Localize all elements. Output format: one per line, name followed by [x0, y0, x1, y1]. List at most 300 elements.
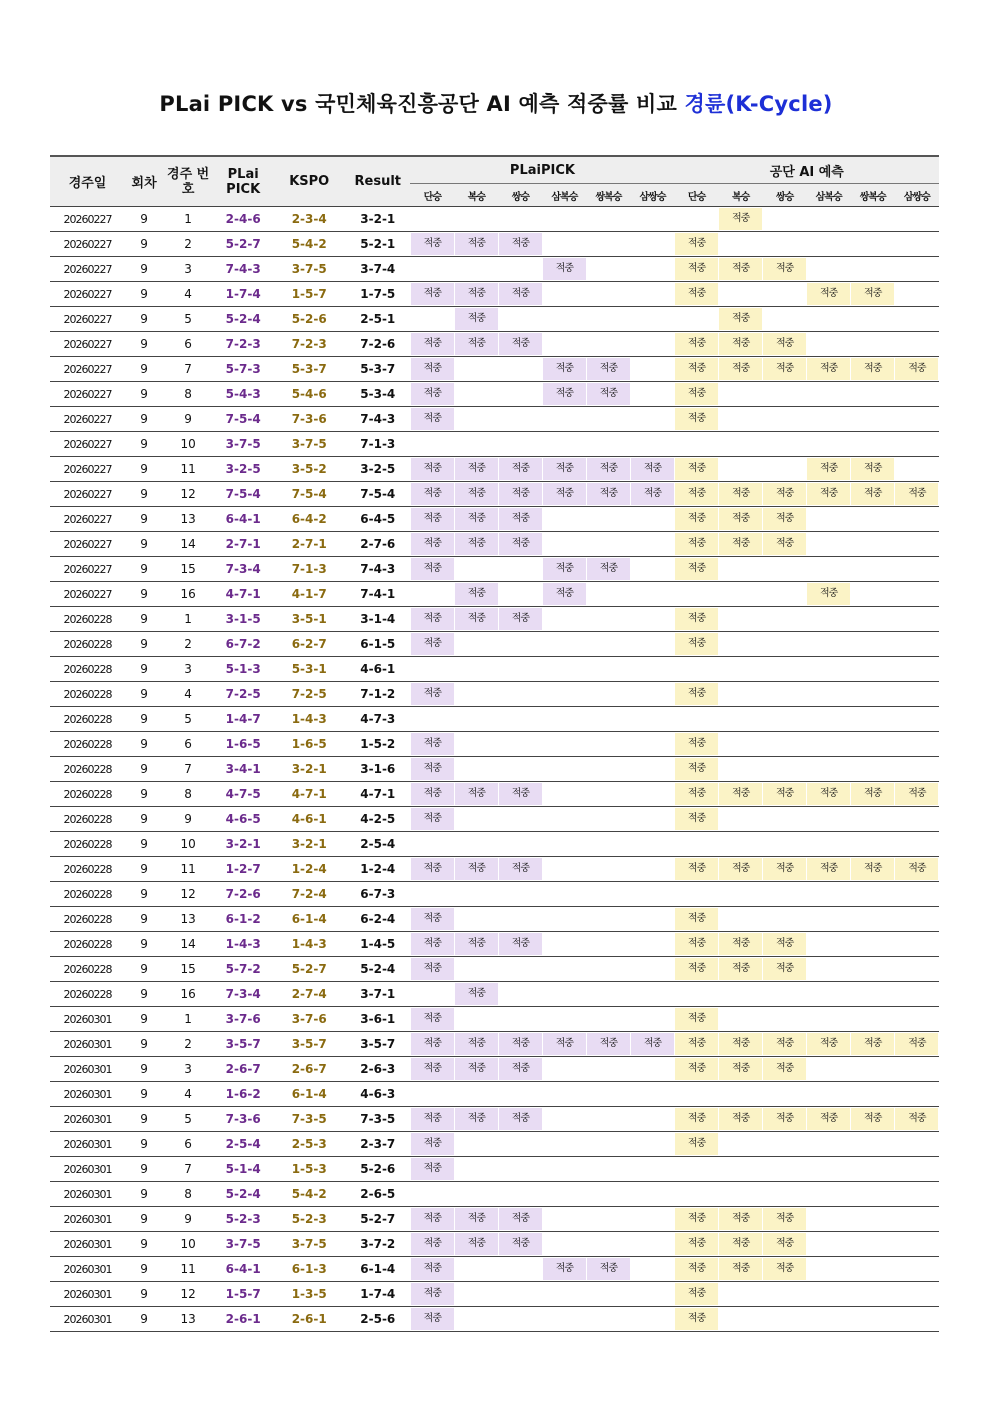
cell-pick: 1-6-2: [213, 1082, 273, 1107]
table-row: [50, 907, 939, 932]
empty-cell: [807, 707, 851, 732]
hit-cell: [410, 1207, 454, 1232]
hit-cell: [675, 1007, 719, 1032]
empty-cell: [586, 782, 630, 807]
empty-cell: [895, 732, 939, 757]
cell-date: 20260301: [50, 1282, 125, 1307]
hit-badge: 적중: [675, 333, 718, 355]
hit-cell: [719, 1107, 763, 1132]
empty-cell: [586, 407, 630, 432]
cell-race: 2: [163, 632, 213, 657]
hit-cell: [410, 1257, 454, 1282]
empty-cell: [763, 432, 807, 457]
hit-cell: [410, 382, 454, 407]
empty-cell: [895, 1257, 939, 1282]
table-row: [50, 857, 939, 882]
table-row: [50, 682, 939, 707]
empty-cell: [630, 207, 674, 232]
cell-kspo: 1-5-3: [273, 1157, 345, 1182]
empty-cell: [498, 1082, 542, 1107]
cell-race: 10: [163, 432, 213, 457]
empty-cell: [895, 957, 939, 982]
empty-cell: [851, 657, 895, 682]
hit-badge: 적중: [411, 608, 454, 630]
hit-badge: 적중: [719, 333, 762, 355]
empty-cell: [719, 557, 763, 582]
hit-badge: 적중: [631, 458, 674, 480]
hit-badge: 적중: [851, 1033, 894, 1055]
hit-badge: 적중: [411, 1308, 454, 1330]
empty-cell: [586, 1157, 630, 1182]
hit-badge: 적중: [411, 1133, 454, 1155]
empty-cell: [542, 732, 586, 757]
empty-cell: [807, 207, 851, 232]
cell-result: 7-3-5: [345, 1107, 410, 1132]
hit-badge: 적중: [543, 483, 586, 505]
empty-cell: [454, 1082, 498, 1107]
empty-cell: [630, 332, 674, 357]
hit-cell: [454, 582, 498, 607]
hit-badge: 적중: [499, 333, 542, 355]
cell-pick: 4-7-5: [213, 782, 273, 807]
empty-cell: [807, 882, 851, 907]
cell-date: 20260227: [50, 232, 125, 257]
empty-cell: [851, 1007, 895, 1032]
table-row: [50, 457, 939, 482]
empty-cell: [895, 1057, 939, 1082]
hit-badge: 적중: [719, 1108, 762, 1130]
empty-cell: [851, 807, 895, 832]
hit-cell: [675, 1307, 719, 1332]
hit-cell: [675, 732, 719, 757]
empty-cell: [895, 907, 939, 932]
table-body: [50, 207, 939, 1332]
hit-cell: [498, 1232, 542, 1257]
empty-cell: [807, 332, 851, 357]
empty-cell: [498, 907, 542, 932]
cell-kspo: 6-1-4: [273, 907, 345, 932]
cell-date: 20260227: [50, 432, 125, 457]
empty-cell: [807, 1157, 851, 1182]
cell-kspo: 3-7-5: [273, 257, 345, 282]
empty-cell: [630, 432, 674, 457]
cell-pick: 5-1-3: [213, 657, 273, 682]
hit-badge: 적중: [675, 533, 718, 555]
cell-kspo: 2-3-4: [273, 207, 345, 232]
empty-cell: [454, 832, 498, 857]
empty-cell: [851, 232, 895, 257]
empty-cell: [851, 932, 895, 957]
empty-cell: [719, 432, 763, 457]
hit-cell: [763, 532, 807, 557]
empty-cell: [851, 1232, 895, 1257]
cell-result: 3-6-1: [345, 1007, 410, 1032]
empty-cell: [851, 557, 895, 582]
cell-kspo: 5-4-2: [273, 1182, 345, 1207]
empty-cell: [807, 1057, 851, 1082]
cell-round: 9: [125, 307, 163, 332]
empty-cell: [719, 657, 763, 682]
hit-badge: 적중: [719, 1258, 762, 1280]
hit-badge: 적중: [499, 933, 542, 955]
hit-cell: [586, 457, 630, 482]
hit-badge: 적중: [411, 1233, 454, 1255]
cell-date: 20260228: [50, 932, 125, 957]
hit-cell: [586, 1032, 630, 1057]
empty-cell: [498, 732, 542, 757]
empty-cell: [807, 1282, 851, 1307]
empty-cell: [675, 582, 719, 607]
empty-cell: [498, 1132, 542, 1157]
hit-badge: 적중: [411, 958, 454, 980]
empty-cell: [630, 632, 674, 657]
empty-cell: [763, 1007, 807, 1032]
hit-cell: [719, 932, 763, 957]
cell-result: 2-6-3: [345, 1057, 410, 1082]
hit-cell: [719, 957, 763, 982]
table-row: [50, 1032, 939, 1057]
hit-badge: 적중: [631, 483, 674, 505]
table-row: [50, 782, 939, 807]
empty-cell: [719, 832, 763, 857]
cell-date: 20260227: [50, 557, 125, 582]
empty-cell: [895, 932, 939, 957]
cell-result: 7-4-1: [345, 582, 410, 607]
empty-cell: [498, 582, 542, 607]
empty-cell: [895, 257, 939, 282]
hit-cell: [675, 782, 719, 807]
hit-cell: [410, 532, 454, 557]
cell-pick: 6-7-2: [213, 632, 273, 657]
hit-badge: 적중: [411, 858, 454, 880]
cell-result: 5-3-4: [345, 382, 410, 407]
empty-cell: [719, 757, 763, 782]
hit-badge: 적중: [763, 483, 806, 505]
cell-pick: 7-2-5: [213, 682, 273, 707]
hit-badge: 적중: [807, 1033, 850, 1055]
hit-badge: 적중: [587, 483, 630, 505]
cell-kspo: 2-6-7: [273, 1057, 345, 1082]
cell-round: 9: [125, 732, 163, 757]
empty-cell: [630, 782, 674, 807]
cell-date: 20260227: [50, 332, 125, 357]
cell-kspo: 4-7-1: [273, 782, 345, 807]
table-row: [50, 1082, 939, 1107]
empty-cell: [675, 432, 719, 457]
empty-cell: [851, 1307, 895, 1332]
empty-cell: [895, 1007, 939, 1032]
hit-badge: 적중: [763, 333, 806, 355]
hit-badge: 적중: [543, 1258, 586, 1280]
empty-cell: [675, 1157, 719, 1182]
cell-date: 20260227: [50, 382, 125, 407]
hit-badge: 적중: [807, 283, 850, 305]
hit-cell: [807, 1032, 851, 1057]
hit-cell: [763, 1107, 807, 1132]
empty-cell: [498, 1307, 542, 1332]
cell-kspo: 7-2-5: [273, 682, 345, 707]
cell-date: 20260227: [50, 307, 125, 332]
empty-cell: [498, 1157, 542, 1182]
empty-cell: [763, 907, 807, 932]
empty-cell: [630, 1057, 674, 1082]
cell-pick: 7-4-3: [213, 257, 273, 282]
cell-pick: 7-5-4: [213, 482, 273, 507]
cell-date: 20260227: [50, 507, 125, 532]
empty-cell: [895, 1132, 939, 1157]
hit-badge: 적중: [675, 1208, 718, 1230]
empty-cell: [719, 1182, 763, 1207]
cell-date: 20260228: [50, 607, 125, 632]
cell-race: 9: [163, 1207, 213, 1232]
cell-kspo: 3-7-6: [273, 1007, 345, 1032]
empty-cell: [763, 632, 807, 657]
hit-badge: 적중: [411, 733, 454, 755]
empty-cell: [454, 407, 498, 432]
cell-date: 20260301: [50, 1232, 125, 1257]
hit-cell: [410, 607, 454, 632]
title-accent: 경륜(K-Cycle): [684, 92, 833, 116]
hit-cell: [498, 332, 542, 357]
cell-round: 9: [125, 557, 163, 582]
empty-cell: [807, 757, 851, 782]
hit-cell: [675, 282, 719, 307]
cell-round: 9: [125, 532, 163, 557]
hit-badge: 적중: [807, 1108, 850, 1130]
hit-cell: [763, 1032, 807, 1057]
cell-race: 8: [163, 782, 213, 807]
group-header-plaipick: PLaiPICK: [410, 156, 674, 184]
table-row: [50, 507, 939, 532]
cell-date: 20260227: [50, 532, 125, 557]
empty-cell: [630, 957, 674, 982]
hit-cell: [895, 482, 939, 507]
hit-cell: [675, 957, 719, 982]
empty-cell: [630, 357, 674, 382]
hit-cell: [675, 757, 719, 782]
empty-cell: [851, 1157, 895, 1182]
empty-cell: [454, 1307, 498, 1332]
empty-cell: [454, 257, 498, 282]
cell-date: 20260227: [50, 207, 125, 232]
empty-cell: [498, 1007, 542, 1032]
empty-cell: [586, 307, 630, 332]
hit-badge: 적중: [411, 533, 454, 555]
empty-cell: [807, 557, 851, 582]
cell-result: 5-2-7: [345, 1207, 410, 1232]
cell-pick: 2-4-6: [213, 207, 273, 232]
cell-date: 20260228: [50, 982, 125, 1007]
hit-badge: 적중: [719, 958, 762, 980]
hit-cell: [675, 357, 719, 382]
empty-cell: [851, 757, 895, 782]
empty-cell: [719, 1082, 763, 1107]
cell-pick: 5-7-2: [213, 957, 273, 982]
empty-cell: [498, 207, 542, 232]
empty-cell: [630, 932, 674, 957]
table-row: [50, 357, 939, 382]
hit-badge: 적중: [411, 1033, 454, 1055]
cell-kspo: 1-6-5: [273, 732, 345, 757]
cell-result: 7-1-2: [345, 682, 410, 707]
hit-cell: [454, 482, 498, 507]
empty-cell: [895, 757, 939, 782]
empty-cell: [895, 307, 939, 332]
cell-date: 20260228: [50, 957, 125, 982]
cell-race: 7: [163, 357, 213, 382]
cell-date: 20260301: [50, 1257, 125, 1282]
group-header-ai: 공단 AI 예측: [675, 156, 939, 184]
cell-result: 3-5-7: [345, 1032, 410, 1057]
cell-round: 9: [125, 1132, 163, 1157]
table-row: [50, 1307, 939, 1332]
table-row: [50, 257, 939, 282]
empty-cell: [586, 1232, 630, 1257]
hit-cell: [763, 482, 807, 507]
hit-badge: 적중: [455, 508, 498, 530]
empty-cell: [851, 432, 895, 457]
cell-race: 10: [163, 832, 213, 857]
cell-race: 1: [163, 1007, 213, 1032]
hit-cell: [675, 1207, 719, 1232]
empty-cell: [895, 832, 939, 857]
cell-kspo: 2-7-1: [273, 532, 345, 557]
hit-cell: [675, 907, 719, 932]
hit-cell: [454, 857, 498, 882]
empty-cell: [763, 582, 807, 607]
empty-cell: [630, 682, 674, 707]
hit-badge: 적중: [675, 508, 718, 530]
hit-cell: [498, 1032, 542, 1057]
empty-cell: [895, 207, 939, 232]
empty-cell: [498, 382, 542, 407]
hit-badge: 적중: [763, 508, 806, 530]
cell-round: 9: [125, 982, 163, 1007]
hit-badge: 적중: [455, 533, 498, 555]
cell-result: 4-6-3: [345, 1082, 410, 1107]
hit-badge: 적중: [719, 933, 762, 955]
empty-cell: [895, 332, 939, 357]
subheader-a-0: 단승: [675, 184, 719, 207]
hit-cell: [410, 782, 454, 807]
empty-cell: [410, 257, 454, 282]
empty-cell: [410, 432, 454, 457]
empty-cell: [542, 832, 586, 857]
hit-badge: 적중: [411, 808, 454, 830]
cell-pick: 4-7-1: [213, 582, 273, 607]
empty-cell: [851, 882, 895, 907]
results-table: [50, 155, 939, 1332]
empty-cell: [498, 832, 542, 857]
cell-round: 9: [125, 607, 163, 632]
cell-pick: 2-6-1: [213, 1307, 273, 1332]
hit-badge: 적중: [411, 1258, 454, 1280]
col-header-race-no: 경주 번호: [163, 156, 213, 207]
hit-badge: 적중: [543, 358, 586, 380]
empty-cell: [895, 1207, 939, 1232]
hit-badge: 적중: [587, 358, 630, 380]
empty-cell: [763, 1307, 807, 1332]
empty-cell: [851, 1257, 895, 1282]
hit-badge: 적중: [763, 1108, 806, 1130]
empty-cell: [630, 982, 674, 1007]
empty-cell: [630, 257, 674, 282]
empty-cell: [895, 282, 939, 307]
empty-cell: [807, 982, 851, 1007]
cell-kspo: 5-4-2: [273, 232, 345, 257]
hit-cell: [454, 782, 498, 807]
hit-badge: 적중: [763, 1058, 806, 1080]
table-row: [50, 1182, 939, 1207]
empty-cell: [586, 682, 630, 707]
table-row: [50, 207, 939, 232]
table-row: [50, 657, 939, 682]
hit-cell: [586, 357, 630, 382]
empty-cell: [586, 757, 630, 782]
empty-cell: [630, 1282, 674, 1307]
cell-kspo: 3-7-5: [273, 432, 345, 457]
empty-cell: [719, 1132, 763, 1157]
hit-badge: 적중: [851, 283, 894, 305]
hit-badge: 적중: [763, 1233, 806, 1255]
subheader-a-2: 쌍승: [763, 184, 807, 207]
hit-cell: [498, 532, 542, 557]
hit-cell: [675, 257, 719, 282]
hit-badge: 적중: [719, 483, 762, 505]
hit-badge: 적중: [411, 458, 454, 480]
hit-badge: 적중: [675, 358, 718, 380]
table-row: [50, 332, 939, 357]
hit-badge: 적중: [675, 1108, 718, 1130]
cell-date: 20260301: [50, 1032, 125, 1057]
empty-cell: [410, 982, 454, 1007]
empty-cell: [542, 1232, 586, 1257]
table-row: [50, 382, 939, 407]
empty-cell: [763, 207, 807, 232]
hit-cell: [719, 257, 763, 282]
empty-cell: [586, 207, 630, 232]
hit-badge: 적중: [543, 458, 586, 480]
hit-cell: [454, 982, 498, 1007]
hit-cell: [719, 332, 763, 357]
empty-cell: [542, 507, 586, 532]
cell-date: 20260227: [50, 357, 125, 382]
cell-date: 20260227: [50, 482, 125, 507]
hit-badge: 적중: [499, 233, 542, 255]
empty-cell: [542, 757, 586, 782]
hit-cell: [675, 857, 719, 882]
cell-kspo: 5-4-6: [273, 382, 345, 407]
hit-badge: 적중: [763, 1258, 806, 1280]
empty-cell: [586, 957, 630, 982]
subheader-a-4: 쌍복승: [851, 184, 895, 207]
cell-race: 8: [163, 382, 213, 407]
empty-cell: [454, 707, 498, 732]
hit-badge: 적중: [719, 783, 762, 805]
empty-cell: [586, 257, 630, 282]
table-row: [50, 482, 939, 507]
empty-cell: [763, 607, 807, 632]
hit-badge: 적중: [851, 783, 894, 805]
empty-cell: [675, 307, 719, 332]
hit-badge: 적중: [411, 933, 454, 955]
col-header-result: Result: [345, 156, 410, 207]
hit-cell: [410, 907, 454, 932]
cell-round: 9: [125, 1007, 163, 1032]
hit-badge: 적중: [675, 408, 718, 430]
table-row: [50, 407, 939, 432]
hit-cell: [675, 1257, 719, 1282]
